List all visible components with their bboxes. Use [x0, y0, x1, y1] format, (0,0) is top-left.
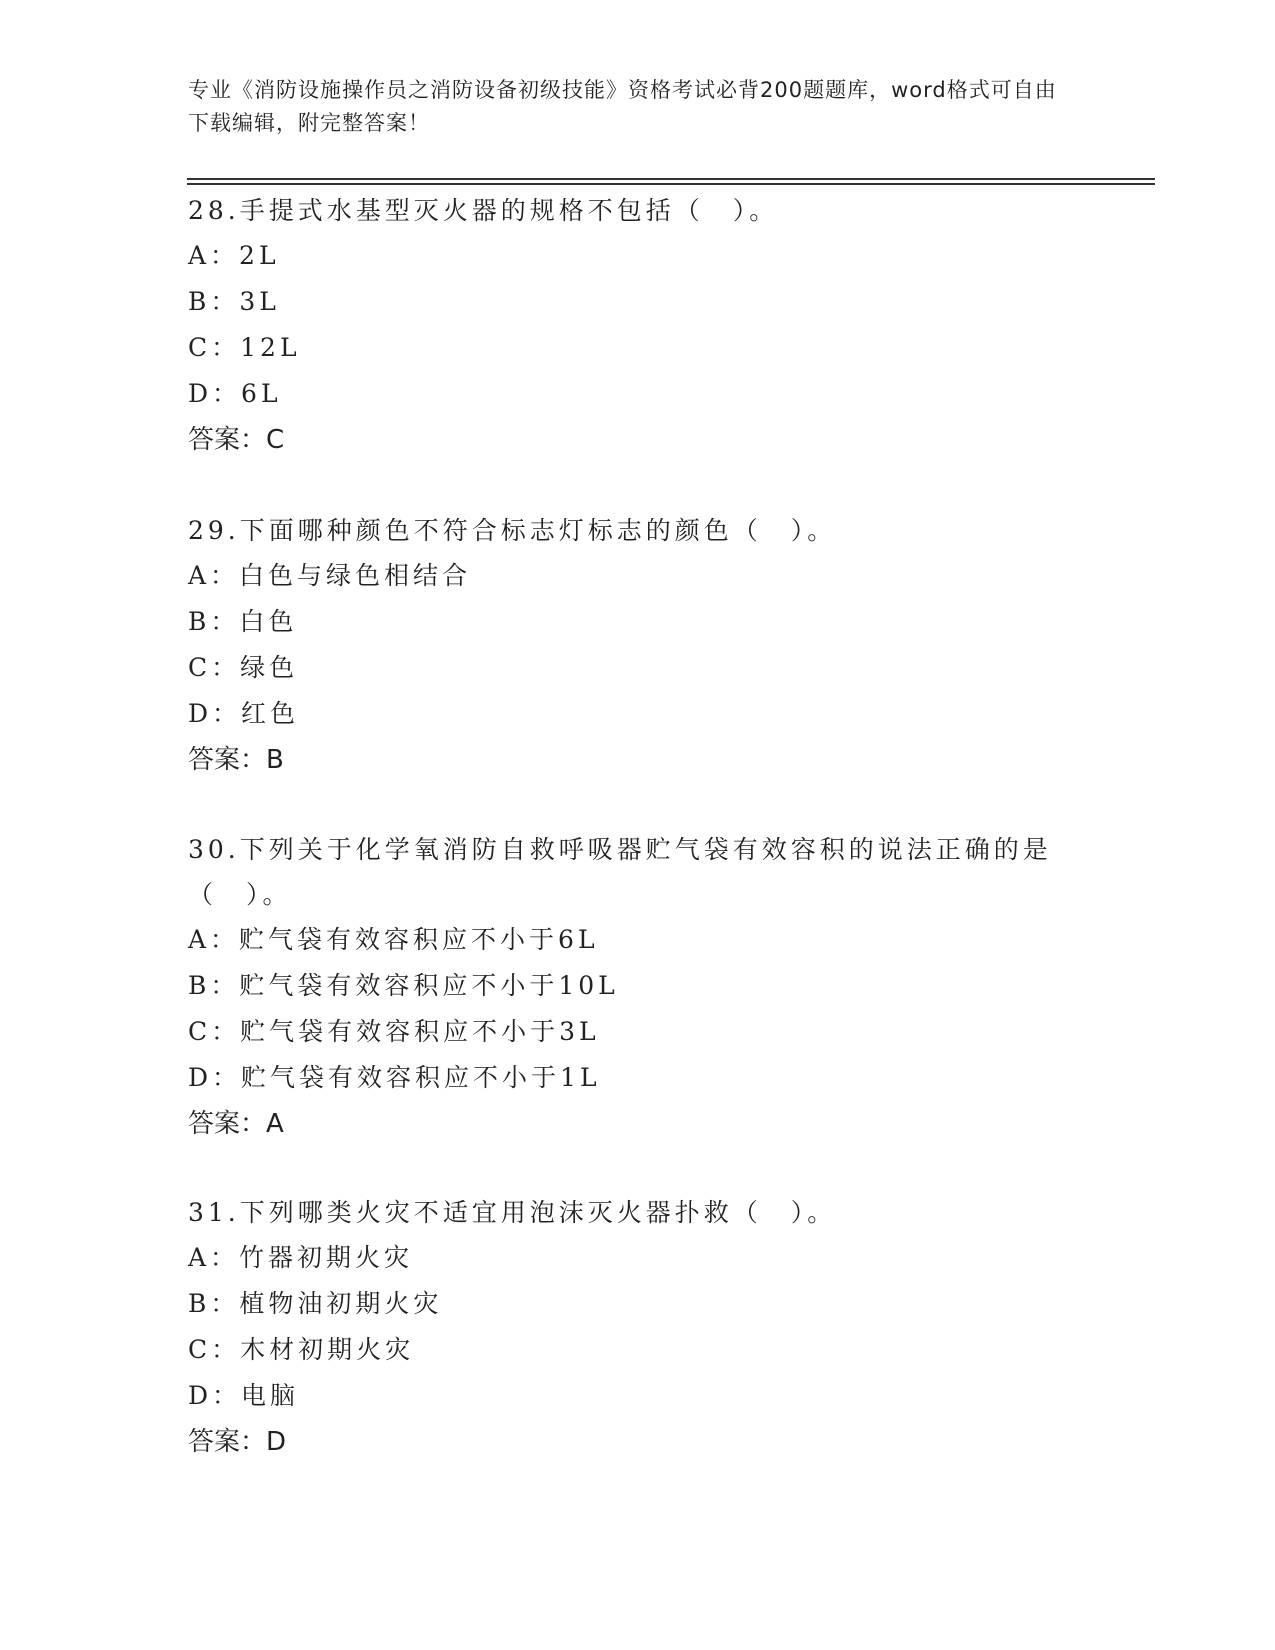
option-a: A：白色与绿色相结合 — [188, 561, 472, 590]
header-divider-top — [187, 178, 1155, 180]
option-d: D：贮气袋有效容积应不小于1L — [188, 1063, 601, 1092]
option-a: A：贮气袋有效容积应不小于6L — [188, 925, 599, 954]
option-c: C：绿色 — [188, 653, 299, 682]
option-c: C：12L — [188, 333, 301, 362]
question-stem: 31.下列哪类火灾不适宜用泡沫灭火器扑救（ ）。 — [188, 1198, 837, 1227]
question-stem: 28.手提式水基型灭火器的规格不包括（ ）。 — [188, 196, 779, 225]
question-31 — [188, 1190, 1068, 1465]
option-b: B：白色 — [188, 607, 298, 636]
option-a: A：竹器初期火灾 — [188, 1243, 414, 1272]
answer-label: 答案：C — [188, 425, 285, 455]
option-b: B：3L — [188, 287, 280, 316]
question-stem: 29.下面哪种颜色不符合标志灯标志的颜色（ ）。 — [188, 516, 837, 545]
option-b: B：植物油初期火灾 — [188, 1289, 443, 1318]
document-header: 专业《消防设施操作员之消防设备初级技能》资格考试必背200题题库，word格式可自由下载编辑，附完整答案！ — [188, 78, 1057, 135]
option-b: B：贮气袋有效容积应不小于10L — [188, 971, 619, 1000]
header-divider-bottom — [187, 183, 1155, 185]
question-29 — [188, 508, 1068, 783]
question-28 — [188, 188, 1068, 463]
option-c: C：贮气袋有效容积应不小于3L — [188, 1017, 600, 1046]
option-a: A：2L — [188, 241, 280, 270]
question-30 — [188, 827, 1068, 1147]
answer-label: 答案：A — [188, 1109, 284, 1139]
option-c: C：木材初期火灾 — [188, 1335, 415, 1364]
option-d: D：红色 — [188, 699, 300, 728]
answer-label: 答案：D — [188, 1427, 287, 1457]
answer-label: 答案：B — [188, 745, 284, 775]
option-d: D：6L — [188, 379, 282, 408]
option-d: D：电脑 — [188, 1381, 300, 1410]
question-stem: 30.下列关于化学氧消防自救呼吸器贮气袋有效容积的说法正确的是（ ）。 — [188, 835, 1052, 909]
